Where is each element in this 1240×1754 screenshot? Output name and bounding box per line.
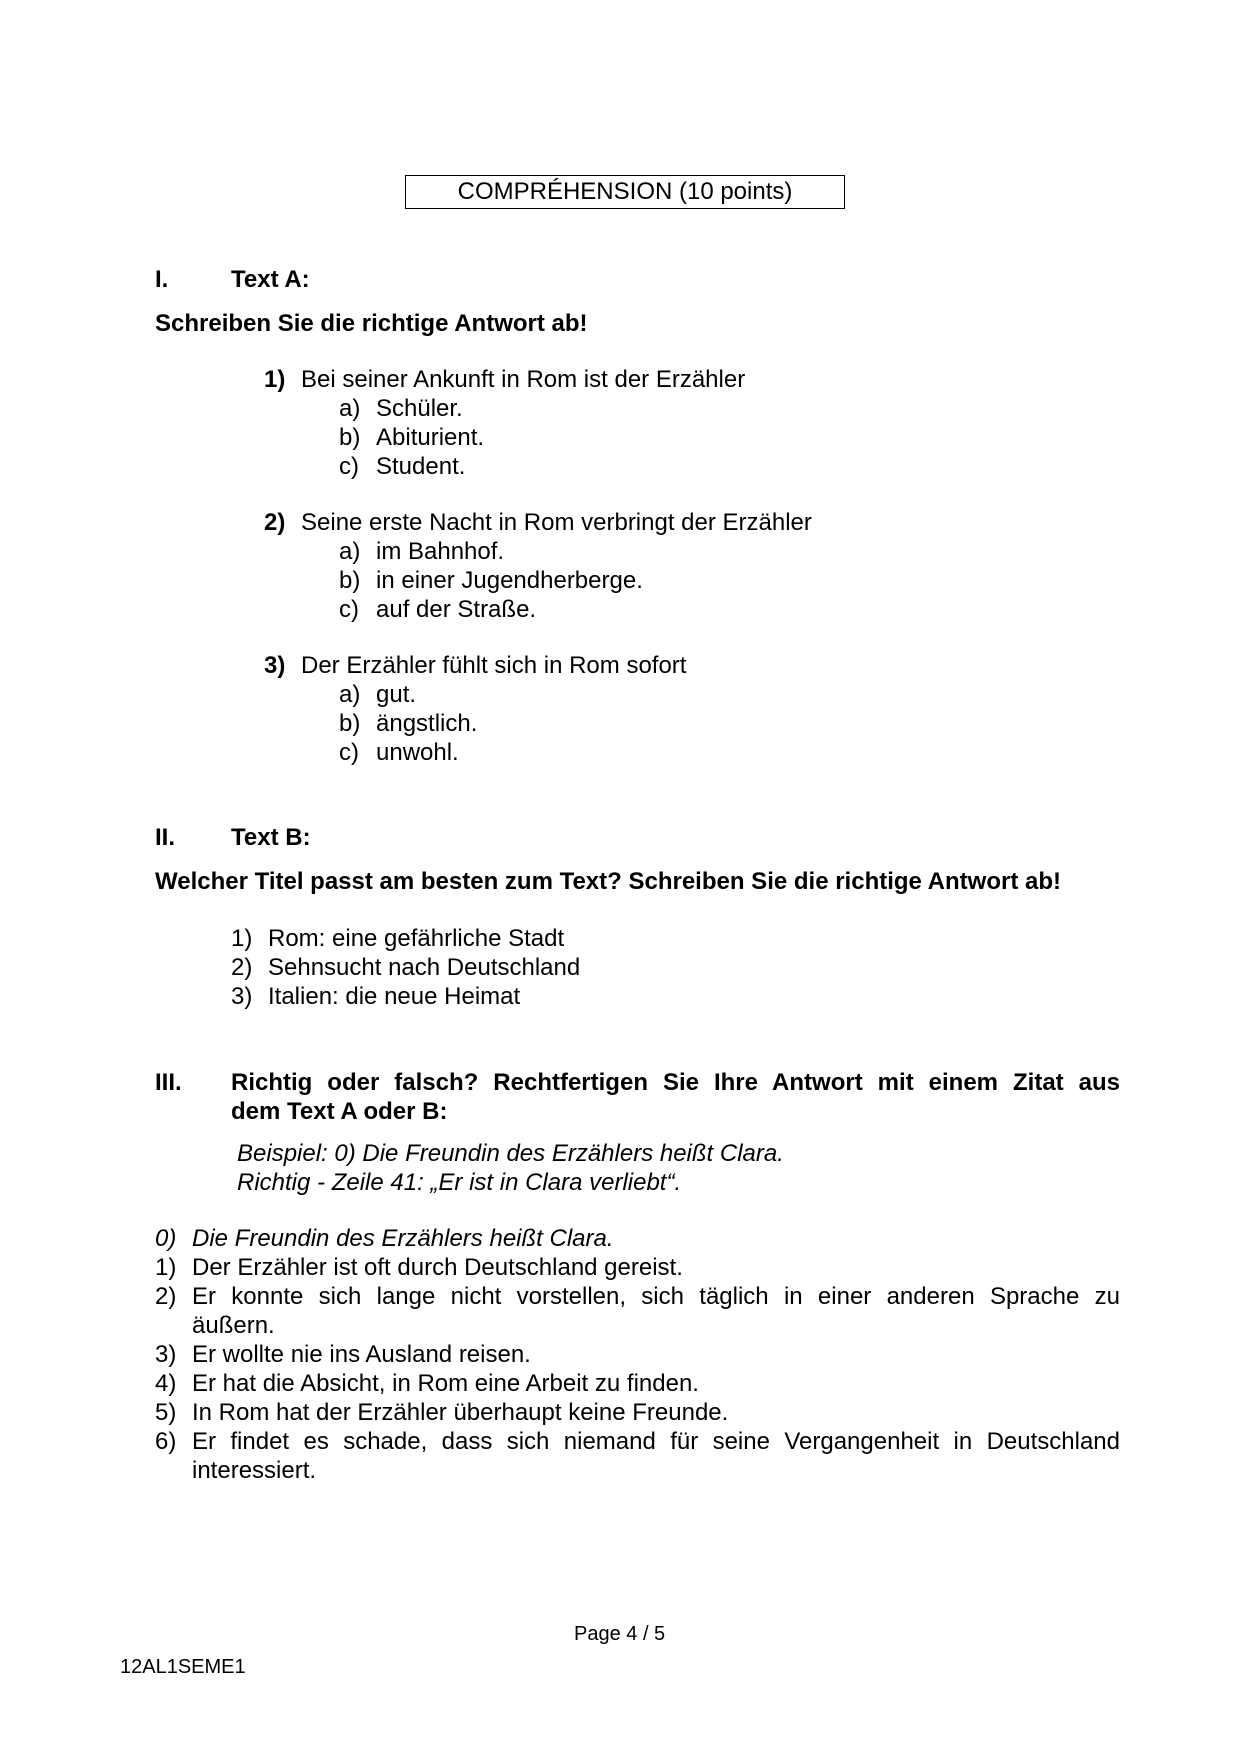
option-label: c) (339, 453, 359, 480)
section-2-numeral: II. (155, 824, 176, 851)
statement-text-cont: äußern. (192, 1312, 275, 1339)
option-text: Student. (376, 453, 466, 480)
option-text: Sehnsucht nach Deutschland (268, 954, 581, 981)
option-label: b) (339, 567, 361, 594)
statement-text: Er findet es schade, dass sich niemand für seine Vergangenheit in Deutschland (192, 1428, 1120, 1455)
option-label: b) (339, 710, 361, 737)
example-line: Beispiel: 0) Die Freundin des Erzählers heißt Clara. (237, 1140, 784, 1167)
option-label: a) (339, 395, 361, 422)
option-label: a) (339, 538, 361, 565)
statement-text: Der Erzähler ist oft durch Deutschland gereist. (192, 1254, 683, 1281)
question-number: 1) (264, 366, 286, 393)
question-number: 2) (264, 509, 286, 536)
option-text: Schüler. (376, 395, 463, 422)
section-title-box (405, 175, 845, 209)
option-text: im Bahnhof. (376, 538, 505, 565)
option-text: Rom: eine gefährliche Stadt (268, 925, 565, 952)
document-code: 12AL1SEME1 (120, 1656, 246, 1678)
option-text: in einer Jugendherberge. (376, 567, 643, 594)
statement-text: Er hat die Absicht, in Rom eine Arbeit zu finden. (192, 1370, 699, 1397)
option-label: 1) (231, 925, 253, 952)
section-2-instruction: Welcher Titel passt am besten zum Text? Schreiben Sie die richtige Antwort ab! (155, 868, 1061, 895)
question-text: Der Erzähler fühlt sich in Rom sofort (301, 652, 687, 679)
section-1-instruction: Schreiben Sie die richtige Antwort ab! (155, 310, 588, 337)
statement-number: 2) (155, 1283, 177, 1310)
option-text: unwohl. (376, 739, 459, 766)
statement-number: 1) (155, 1254, 177, 1281)
page-title: COMPRÉHENSION (10 points) (457, 178, 793, 205)
option-label: 3) (231, 983, 253, 1010)
option-text: gut. (376, 681, 417, 708)
section-2-heading: Text B: (231, 824, 311, 851)
statement-number: 3) (155, 1341, 177, 1368)
statement-number: 0) (155, 1225, 177, 1252)
section-3-heading-cont: dem Text A oder B: (231, 1098, 448, 1125)
section-1-heading: Text A: (231, 266, 310, 293)
statement-number: 4) (155, 1370, 177, 1397)
option-text: Italien: die neue Heimat (268, 983, 521, 1010)
option-label: c) (339, 739, 359, 766)
option-text: auf der Straße. (376, 596, 537, 623)
section-3-heading: Richtig oder falsch? Rechtfertigen Sie Ihre Antwort mit einem Zitat aus (231, 1069, 1120, 1096)
question-text: Seine erste Nacht in Rom verbringt der Erzähler (301, 509, 812, 536)
option-text: Abiturient. (376, 424, 485, 451)
question-number: 3) (264, 652, 286, 679)
example-answer: Richtig - Zeile 41: „Er ist in Clara verliebt“. (237, 1169, 682, 1196)
statement-text: Die Freundin des Erzählers heißt Clara. (192, 1225, 614, 1252)
option-label: c) (339, 596, 359, 623)
option-label: b) (339, 424, 361, 451)
statement-text: Er konnte sich lange nicht vorstellen, sich täglich in einer anderen Sprache zu (192, 1283, 1120, 1310)
section-1-numeral: I. (155, 266, 169, 293)
statement-text: Er wollte nie ins Ausland reisen. (192, 1341, 531, 1368)
statement-text-cont: interessiert. (192, 1457, 317, 1484)
statement-number: 6) (155, 1428, 177, 1455)
question-text: Bei seiner Ankunft in Rom ist der Erzähler (301, 366, 746, 393)
page-number: Page 4 / 5 (574, 1623, 666, 1645)
option-label: a) (339, 681, 361, 708)
statement-text: In Rom hat der Erzähler überhaupt keine Freunde. (192, 1399, 729, 1426)
statement-number: 5) (155, 1399, 177, 1426)
section-3-numeral: III. (155, 1069, 182, 1096)
option-label: 2) (231, 954, 253, 981)
option-text: ängstlich. (376, 710, 478, 737)
